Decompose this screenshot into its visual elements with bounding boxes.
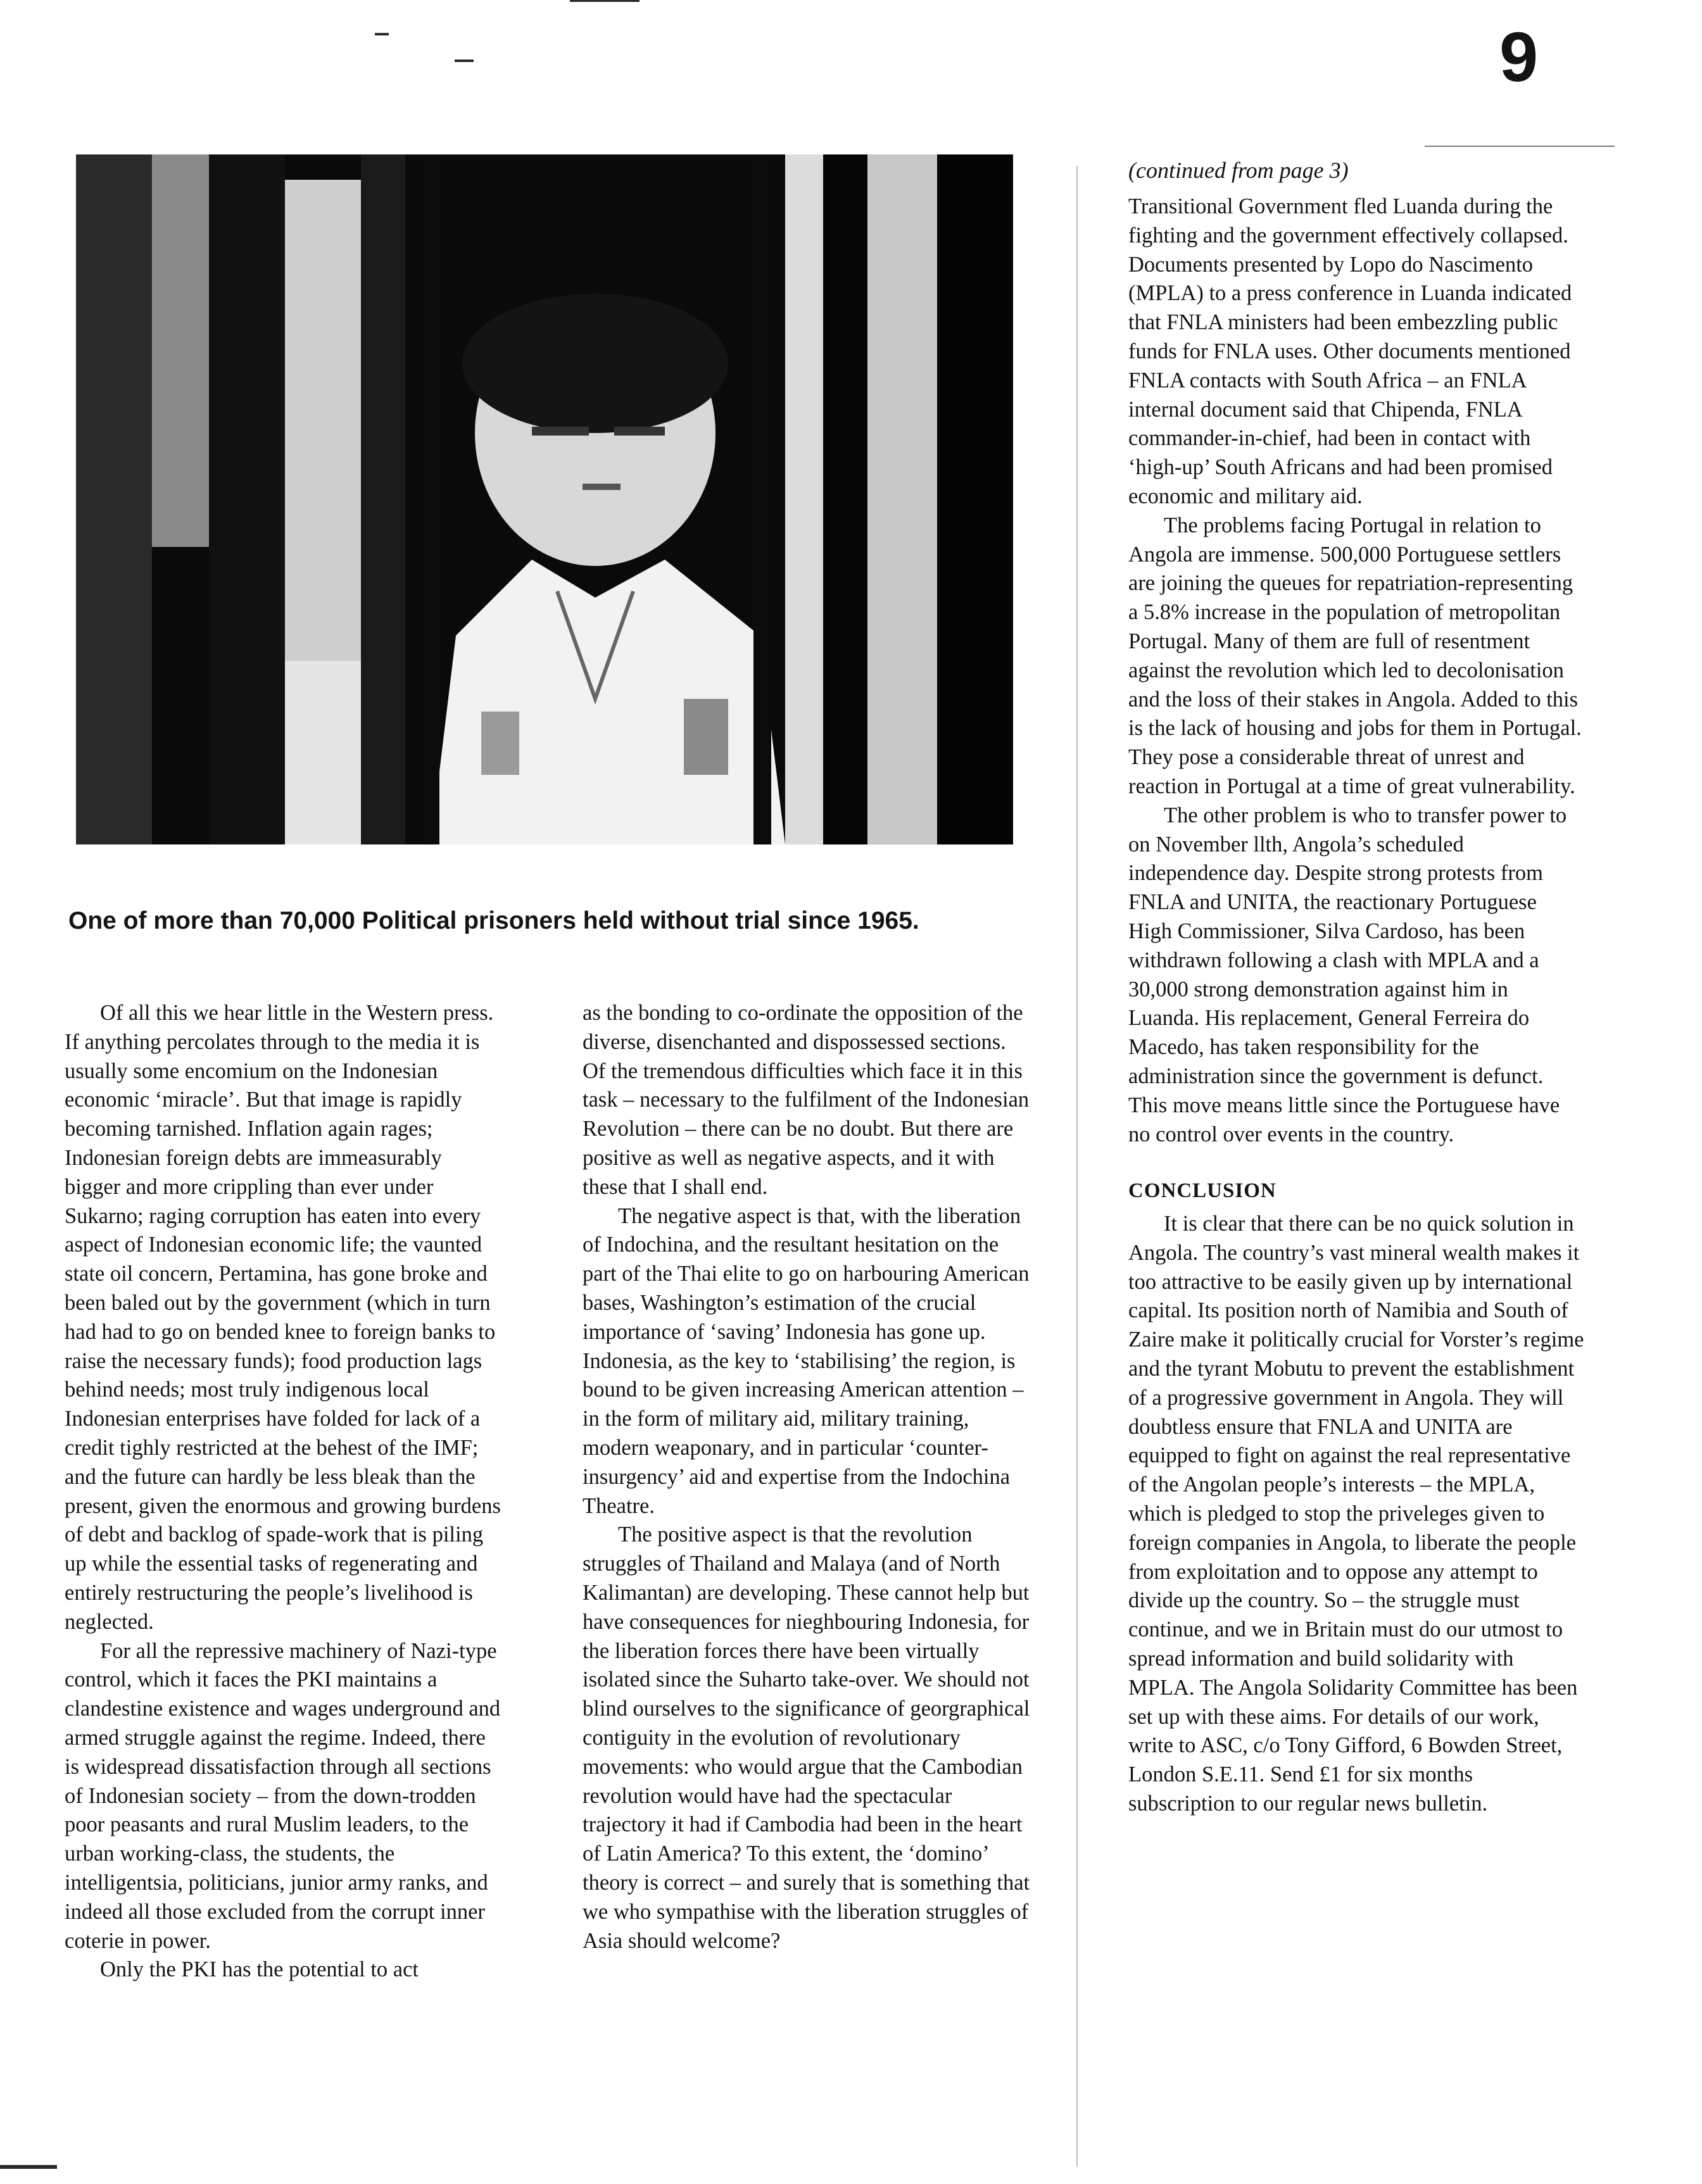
paragraph: The other problem is who to transfer power to on November llth, Angola’s scheduled independence day. Despite strong protests from FNLA and UNITA, the reactionary Portuguese High Commissioner, Silva Cardoso, has been withdrawn following a clash with MPLA and a 30,000 strong demonstration against him in Luanda. His replacement, General Ferreira do Macedo, has taken responsibility for the administration since the government is defunct. This move means little since the Portuguese have no control over events in the country. [1128,803,1567,1146]
paragraph: For all the repressive machinery of Nazi-type control, which it faces the PKI maintains a clandestine existence and wages underground and armed struggle against the regime. Indeed, there is widespread dissatisfaction through all sections of Indonesian society – from the down-trodden poor peasants and rural Muslim leaders, to the urban working-class, the students, the intelligentsia, politicians, junior army ranks, and indeed all those excluded from the corrupt inner coterie in power. [65,1638,501,1953]
continued-note: (continued from page 3) [1128,158,1349,183]
paragraph: The negative aspect is that, with the liberation of Indochina, and the resultant hesitation on the part of the Thai elite to go on harbouring American bases, Washington’s estimation of the crucial importance of ‘saving’ Indonesia has gone up. Indonesia, as the key to ‘stabilising’ the region, is bound to be given increasing American attention – in the form of military aid, military training, modern weaponary, and in particular ‘counter-insurgency’ aid and expertise from the Indochina Theatre. [583,1203,1030,1518]
article-column-right [1128,158,1584,1819]
section-heading: CONCLUSION [1128,1179,1276,1203]
column-divider [1076,166,1078,2166]
paragraph: It is clear that there can be no quick solution in Angola. The country’s vast mineral wealth makes it too attractive to be easily given up by international capital. Its position north of Namibia and South of Zaire make it politically crucial for Vorster’s regime and the tyrant Mobutu to prevent the establishment of a progressive government in Angola. They will doubtless ensure that FNLA and UNITA are equipped to fight on against the real representative of the Angolan people’s interests – the MPLA, which is pledged to stop the priveleges given to foreign companies in Angola, to liberate the people from exploitation and to oppose any attempt to divide up the country. So – the struggle must continue, and we in Britain must do our utmost to spread information and build solidarity with MPLA. The Angola Solidarity Committee has been set up with these aims. For details of our work, write to ASC, c/o Tony Gifford, 6 Bowden Street, London S.E.11. Send £1 for six months subscription to our regular news bulletin. [1128,1212,1584,1816]
paragraph: Of all this we hear little in the Western press. If anything percolates through to the media it is usually some encomium on the Indonesian economic ‘miracle’. But that image is rapidly becoming tarnished. Inflation again rages; Indonesian foreign debts are immeasurably bigger and more crippling than ever under Sukarno; raging corruption has eaten into every aspect of Indonesian economic life; the vaunted state oil concern, Pertamina, has gone broke and been baled out by the government (which in turn had had to go on bended knee to foreign banks to raise the necessary funds); food production lags behind needs; most truly indigenous local Indonesian enterprises have folded for lack of a credit tighly restricted at the behest of the IMF; and the future can hardly be less bleak than the present, given the enormous and growing burdens of debt and backlog of spade-work that is piling up while the essential tasks of regenerating and entirely restructuring the people’s livelihood is neglected. [65,1001,501,1634]
scan-speck [455,60,474,62]
scan-speck [1425,146,1615,147]
paragraph: Only the PKI has the potential to act [100,1957,419,1982]
prisoner-photo [76,154,1013,844]
scan-speck [0,2165,57,2169]
article-column-middle [583,999,1032,1955]
scan-speck [375,33,389,35]
paragraph: Transitional Government fled Luanda during the fighting and the government effectively collapsed. Documents presented by Lopo do Nascimento (MPLA) to a press conference in Luanda indicated that FNLA ministers had been embezzling public funds for FNLA uses. Other documents mentioned FNLA contacts with South Africa – an FNLA internal document said that Chipenda, FNLA commander-in-chief, had been in contact with ‘high-up’ South Africans and had been promised economic and military aid. [1128,194,1572,508]
article-column-left [65,999,501,1985]
photo-caption: One of more than 70,000 Political prisoners held without trial since 1965. [68,907,919,934]
paragraph: The positive aspect is that the revolution struggles of Thailand and Malaya (and of North Kalimantan) are developing. These cannot help but have consequences for nieghbouring Indonesia, for the liberation forces there have been virtually isolated since the Suharto take-over. We should not blind ourselves to the significance of georgraphical contiguity in the evolution of revolutionary movements: who would argue that the Cambodian revolution would have had the spectacular trajectory it had if Cambodia had been in the heart of Latin America? To this extent, the ‘domino’ theory is correct – and surely that is something that we who sympathise with the liberation struggles of Asia should welcome? [583,1522,1030,1953]
paragraph: The problems facing Portugal in relation to Angola are immense. 500,000 Portuguese settlers are joining the queues for repatriation-representing a 5.8% increase in the population of metropolitan Portugal. Many of them are full of resentment against the revolution which led to decolonisation and the loss of their stakes in Angola. Added to this is the lack of housing and jobs for them in Portugal. They pose a considerable threat of unrest and reaction in Portugal at a time of great vulnerability. [1128,513,1582,798]
page-number: 9 [1499,18,1539,96]
paragraph: as the bonding to co-ordinate the opposition of the diverse, disenchanted and dispossessed sections. Of the tremendous difficulties which face it in this task – necessary to the fulfilment of the Indonesian Revolution – there can be no doubt. But there are positive as well as negative aspects, and it with these that I shall end. [583,1001,1030,1199]
scan-speck [570,0,640,2]
